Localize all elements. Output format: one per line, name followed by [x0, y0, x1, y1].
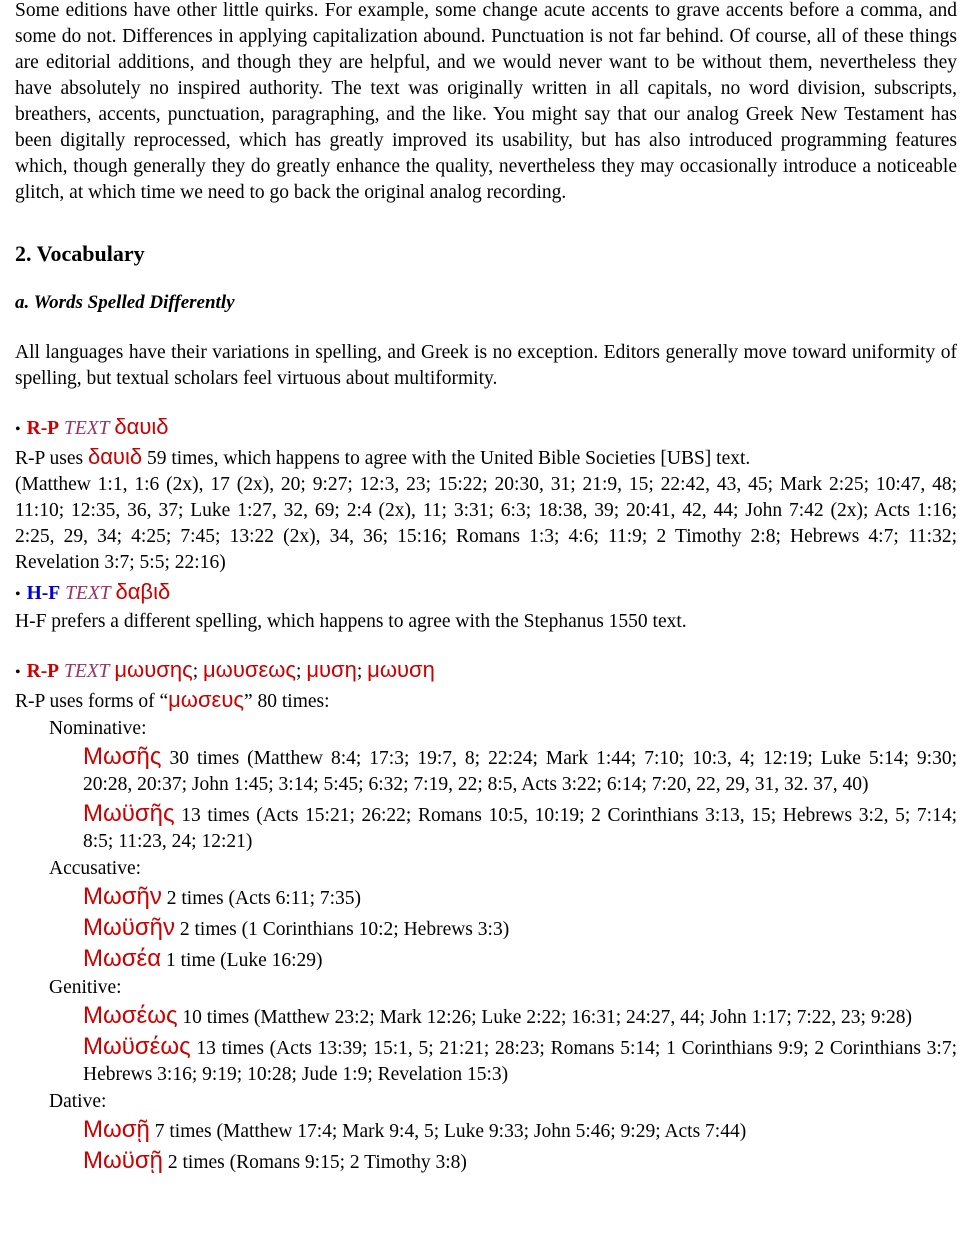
- greek-form: μωυση: [367, 657, 435, 682]
- greek-form: Μωσῆν: [83, 883, 162, 910]
- case-label-genitive: Genitive:: [49, 977, 122, 998]
- entry-rp-david-references: (Matthew 1:1, 1:6 (2x), 17 (2x), 20; 9:27; 12:3, 23; 15:22; 20:30, 31; 21:9, 15; 22:42, 43, 45; Mark 2:25; 10:47, 48; 11:10; 12:35, 36, 37; Luke 1:27, 32, 69; 2:4 (2x), 11; 3:31; 6:3; 18:38, 39; 20:41, 42, 44; John 7:42 (2x); Acts 1:16; 2:25, 29, 34; 4:25; 7:45; 13:22 (2x), 34, 36; 15:16; Romans 1:3; 4:6; 11:9; 2 Timothy 2:8; Hebrews 4:7; 11:32; Revelation 3:7; 5:5; 22:16): [15, 474, 957, 573]
- greek-form: μυση: [306, 657, 357, 682]
- form-entry: [83, 801, 957, 855]
- entry-rp-moses-heading: [15, 656, 957, 687]
- entry-hf-david-description: H-F prefers a different spelling, which happens to agree with the Stephanus 1550 text.: [15, 611, 687, 632]
- greek-term-inline: δαυιδ: [87, 444, 143, 469]
- form-references: 10 times (Matthew 23:2; Mark 12:26; Luke 2:22; 16:31; 24:27, 44; John 1:17; 7:22, 23; 9:28): [177, 1007, 913, 1028]
- desc-suffix: 59 times, which happens to agree with the United Bible Societies [UBS] text.: [142, 448, 751, 469]
- form-references: 2 times (1 Corinthians 10:2; Hebrews 3:3): [175, 919, 510, 940]
- form-references: 2 times (Acts 6:11; 7:35): [161, 888, 362, 909]
- form-entry: [83, 744, 957, 798]
- form-entry: [83, 1117, 957, 1145]
- entry-rp-david-description: [15, 444, 957, 472]
- form-entry: [83, 915, 957, 943]
- form-entry: [83, 1003, 957, 1031]
- greek-form: Μωϋσῇ: [83, 1147, 164, 1174]
- greek-form: μωυσεως: [202, 657, 297, 682]
- section-heading: 2. Vocabulary: [15, 241, 145, 266]
- greek-term-inline: μωσευς: [168, 687, 244, 712]
- case-label-accusative: Accusative:: [49, 858, 142, 879]
- greek-term: δαυιδ: [114, 414, 169, 439]
- form-entry: [83, 946, 957, 974]
- form-references: 7 times (Matthew 17:4; Mark 9:4, 5; Luke 9:33; John 5:46; 9:29; Acts 7:44): [149, 1121, 747, 1142]
- bullet-icon: •: [15, 664, 21, 681]
- source-label: H-F: [26, 583, 61, 604]
- form-references: 30 times (Matthew 8:4; 17:3; 19:7, 8; 22:24; Mark 1:44; 7:10; 10:3, 4; 12:19; Luke 5:14; 9:30; 20:28, 20:37; John 1:45; 3:14; 5:45; 6:32; 7:19, 22; 8:5, Acts 3:22; 6:14; 7:20, 22, 29, 31, 32. 37, 40): [83, 748, 957, 795]
- source-label: R-P: [26, 418, 60, 439]
- separator: ;: [192, 661, 203, 682]
- entry-rp-david-heading: [15, 413, 957, 444]
- text-label: TEXT: [63, 418, 110, 439]
- form-entry: [83, 1148, 957, 1176]
- case-label-nominative: Nominative:: [49, 718, 147, 739]
- greek-form: Μωϋσῆς: [83, 800, 175, 827]
- case-label-dative: Dative:: [49, 1091, 107, 1112]
- bullet-icon: •: [15, 586, 21, 603]
- form-references: 13 times (Acts 15:21; 26:22; Romans 10:5, 10:19; 2 Corinthians 3:13, 15; Hebrews 3:2, 5; 7:14; 8:5; 11:23, 24; 12:21): [83, 805, 957, 852]
- text-label: TEXT: [65, 583, 111, 604]
- greek-form: Μωσέως: [83, 1002, 178, 1029]
- text-label: TEXT: [63, 661, 110, 682]
- separator: ;: [296, 661, 307, 682]
- greek-form: Μωϋσέως: [83, 1033, 191, 1060]
- desc-suffix: ” 80 times:: [243, 691, 330, 712]
- intro-paragraph: Some editions have other little quirks. For example, some change acute accents to grave accents before a comma, and some do not. Differences in applying capitalization abound. Punctuation is not far behind. Of course, all of these things are editorial additions, and though they are helpful, and we would never want to be without them, nevertheless they have absolutely no inspired authority. The text was originally written in all capitals, no word division, subscripts, breathers, accents, punctuation, paragraphing, and the like. You might say that our analog Greek New Testament has been digitally reprocessed, which has greatly improved its usability, but has also introduced programming features which, though generally they do greatly enhance the quality, nevertheless they may occasionally introduce a noticeable glitch, at which time we need to go back the original analog recording.: [15, 0, 957, 203]
- subsection-intro: All languages have their variations in spelling, and Greek is no exception. Editors generally move toward uniformity of spelling, but textual scholars feel virtuous about multiformity.: [15, 342, 957, 389]
- bullet-icon: •: [15, 421, 21, 438]
- greek-term: δαβιδ: [115, 579, 171, 604]
- subsection-heading: a. Words Spelled Differently: [15, 292, 235, 313]
- greek-form: Μωϋσῆν: [83, 914, 176, 941]
- entry-rp-moses-description: [15, 687, 957, 715]
- form-entry: [83, 884, 957, 912]
- form-references: 1 time (Luke 16:29): [161, 950, 323, 971]
- greek-form: Μωσῇ: [83, 1116, 150, 1143]
- desc-prefix: R-P uses: [15, 448, 88, 469]
- entry-hf-david-heading: [15, 578, 957, 609]
- greek-form: Μωσῆς: [83, 743, 162, 770]
- separator: ;: [356, 661, 368, 682]
- desc-prefix: R-P uses forms of “: [15, 691, 169, 712]
- greek-form: Μωσέα: [83, 945, 162, 972]
- form-references: 2 times (Romans 9:15; 2 Timothy 3:8): [163, 1152, 467, 1173]
- form-entry: [83, 1034, 957, 1088]
- form-references: 13 times (Acts 13:39; 15:1, 5; 21:21; 28:23; Romans 5:14; 1 Corinthians 9:9; 2 Corinthians 3:7; Hebrews 3:16; 9:19; 10:28; Jude 1:9; Revelation 15:3): [83, 1038, 957, 1085]
- source-label: R-P: [26, 661, 60, 682]
- greek-form: μωυσης: [114, 657, 193, 682]
